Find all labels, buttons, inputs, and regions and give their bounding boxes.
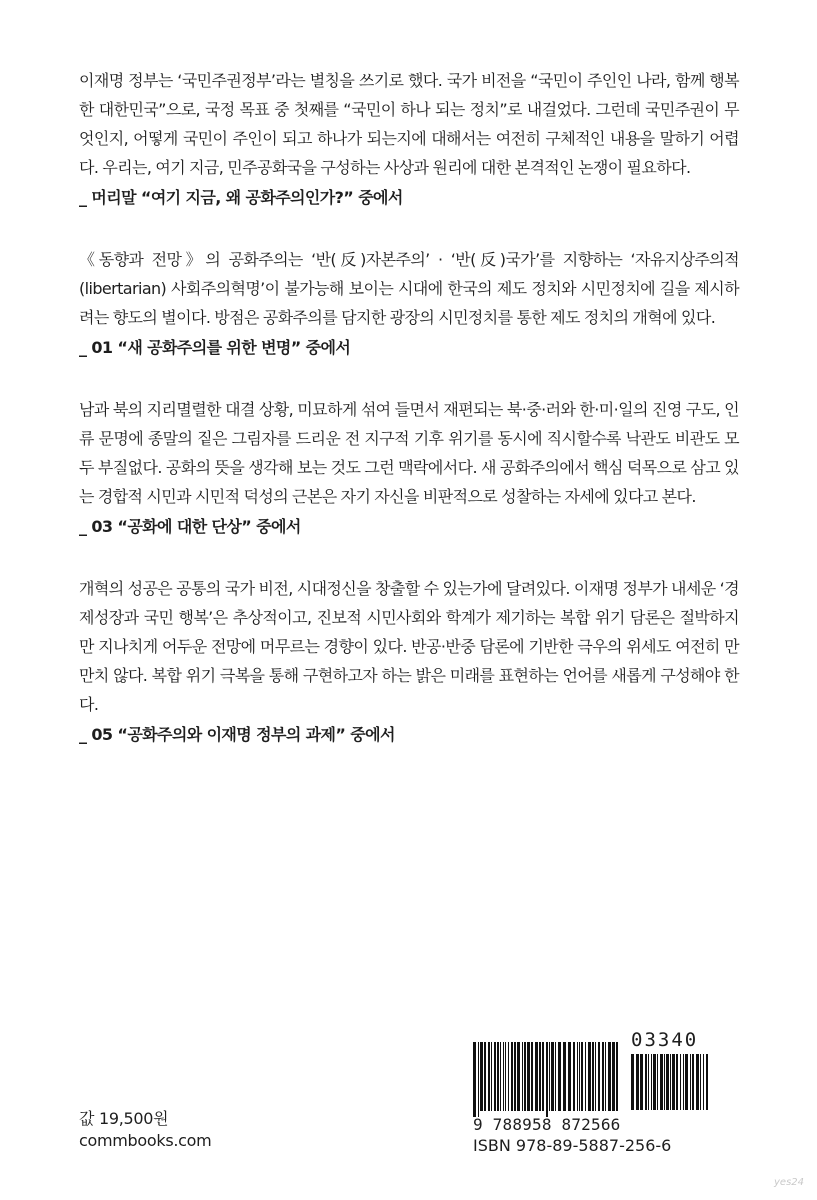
price-block [79,1108,211,1152]
barcode-addon-digits: 03340 [631,1029,699,1051]
barcode-bar [555,1042,556,1111]
barcode-bar [494,1042,496,1111]
watermark: yes24 [774,1177,805,1188]
barcode-bar [478,1042,479,1117]
excerpt-paragraph: 《동향과 전망》의 공화주의는 ‘반(反)자본주의’ · ‘반(反)국가’를 지향하는 ‘자유지상주의적(libertarian) 사회주의혁명’이 불가능해 보이는 시대에 한국의 제도 정치와 시민정치에 길을 제시하려는 향도의 별이다. 방점은 공화주의를 담지한 광장의 시민정치를 통한 제도 정치의 개혁에 있다. [79,250,739,327]
barcode-bar [546,1042,548,1117]
barcode-bar [703,1054,704,1110]
barcode-bar [581,1042,583,1111]
barcode-bar [660,1054,663,1110]
barcode-bar [696,1054,699,1110]
excerpt-source: _ 머리말 “여기 지금, 왜 공화주의인가?” 중에서 [79,188,403,207]
excerpt-4 [79,574,739,748]
website: commbooks.com [79,1131,212,1150]
barcode-bar [579,1042,580,1111]
barcode-bar [573,1042,575,1111]
barcode-bar [602,1042,604,1111]
excerpt-2 [79,245,739,361]
barcode-bar [549,1042,550,1111]
barcode-bar [563,1042,566,1111]
barcode-bar [588,1042,591,1111]
barcode-bar [491,1042,492,1111]
barcode-bar [524,1042,526,1111]
barcode-bar [608,1042,611,1111]
barcode-bar [666,1054,669,1110]
barcode-bar [657,1054,658,1110]
barcode-bar [598,1042,600,1111]
barcode-bar [700,1054,701,1110]
barcode-bar [631,1054,634,1110]
barcode-bar [683,1054,684,1110]
barcode-bar [672,1054,675,1110]
barcode-bar [522,1042,523,1111]
barcode-bar [535,1042,538,1111]
barcode-bar [539,1042,541,1111]
barcode-bar [676,1054,678,1110]
barcode-bar [508,1042,509,1111]
barcode-bar [640,1054,643,1110]
barcode-bar [648,1054,649,1110]
barcode-bar [690,1054,691,1110]
back-cover-text [79,66,739,782]
barcode-bar [568,1042,571,1111]
barcode-bar [685,1054,688,1110]
excerpt-source: _ 01 “새 공화주의를 위한 변명” 중에서 [79,338,351,357]
isbn-number: ISBN 978-89-5887-256-6 [473,1136,672,1155]
barcode-bar [542,1042,544,1111]
barcode-bar [670,1054,671,1110]
barcode-bar [595,1042,596,1111]
barcode-bar [616,1042,618,1111]
barcode-bar [680,1054,681,1110]
barcode-bar [585,1042,586,1111]
barcode-bar [612,1042,615,1111]
barcode-bar [577,1042,578,1111]
price: 값 19,500원 [79,1109,169,1128]
barcode-bar [514,1042,516,1111]
barcode-bar [505,1042,506,1111]
barcode-bar [531,1042,533,1111]
barcode-bar [551,1042,554,1111]
barcode-bar [511,1042,513,1111]
barcode-bar [592,1042,594,1111]
barcode-bar [664,1054,665,1110]
barcode-bar [473,1042,476,1117]
excerpt-source: _ 05 “공화주의와 이재명 정부의 과제” 중에서 [79,725,395,744]
barcode-bar [527,1042,530,1111]
barcode-bar [692,1054,694,1110]
barcode-bar [706,1054,708,1110]
barcode-bar [558,1042,561,1111]
barcode-digits: 9 788958 872566 [473,1115,621,1134]
barcode-addon-bars [631,1054,709,1116]
barcode-bar [488,1042,490,1111]
excerpt-paragraph: 남과 북의 지리멸렬한 대결 상황, 미묘하게 섞여 들면서 재편되는 북·중·러와 한·미·일의 진영 구도, 인류 문명에 종말의 짙은 그림자를 드리운 전 지구적 기후 위기를 동시에 직시할수록 낙관도 비관도 모두 부질없다. 공화의 뜻을 생각해 보는 것도 그런 맥락에서다. 새 공화주의에서 핵심 덕목으로 삼고 있는 경합적 시민과 시민적 덕성의 근본은 자기 자신을 비판적으로 성찰하는 자세에 있다고 본다. [79,400,739,506]
barcode-bar [645,1054,647,1110]
barcode-bar [503,1042,504,1111]
barcode-bar [517,1042,520,1111]
barcode-bar [497,1042,499,1111]
excerpt-paragraph: 개혁의 성공은 공통의 국가 비전, 시대정신을 창출할 수 있는가에 달려있다. 이재명 정부가 내세운 ‘경제성장과 국민 행복’은 추상적이고, 진보적 시민사회와 학계가 제기하는 복합 위기 담론은 절박하지만 지나치게 어두운 전망에 머무르는 경향이 있다. 반공·반중 담론에 기반한 극우의 위세도 여전히 만만치 않다. 복합 위기 극복을 통해 구현하고자 하는 밝은 미래를 표현하는 언어를 새롭게 구성해야 한다. [79,579,739,714]
barcode-main-bars [473,1042,621,1117]
barcode-bar [484,1042,486,1111]
excerpt-source: _ 03 “공화에 대한 단상” 중에서 [79,517,301,536]
excerpt-3 [79,395,739,540]
barcode-bar [651,1054,652,1110]
barcode-bar [653,1054,656,1110]
barcode-bar [636,1054,639,1110]
barcode-bar [480,1042,483,1111]
barcode-bar [500,1042,501,1111]
excerpt-paragraph: 이재명 정부는 ‘국민주권정부’라는 별칭을 쓰기로 했다. 국가 비전을 “국민이 주인인 나라, 함께 행복한 대한민국”으로, 국정 목표 중 첫째를 “국민이 하나 되는 정치”로 내걸었다. 그런데 국민주권이 무엇인지, 어떻게 국민이 주인이 되고 하나가 되는지에 대해서는 여전히 구체적인 내용을 말하기 어렵다. 우리는, 여기 지금, 민주공화국을 구성하는 사상과 원리에 대한 본격적인 논쟁이 필요하다. [79,71,739,177]
barcode-bar [605,1042,606,1111]
excerpt-1 [79,66,739,211]
